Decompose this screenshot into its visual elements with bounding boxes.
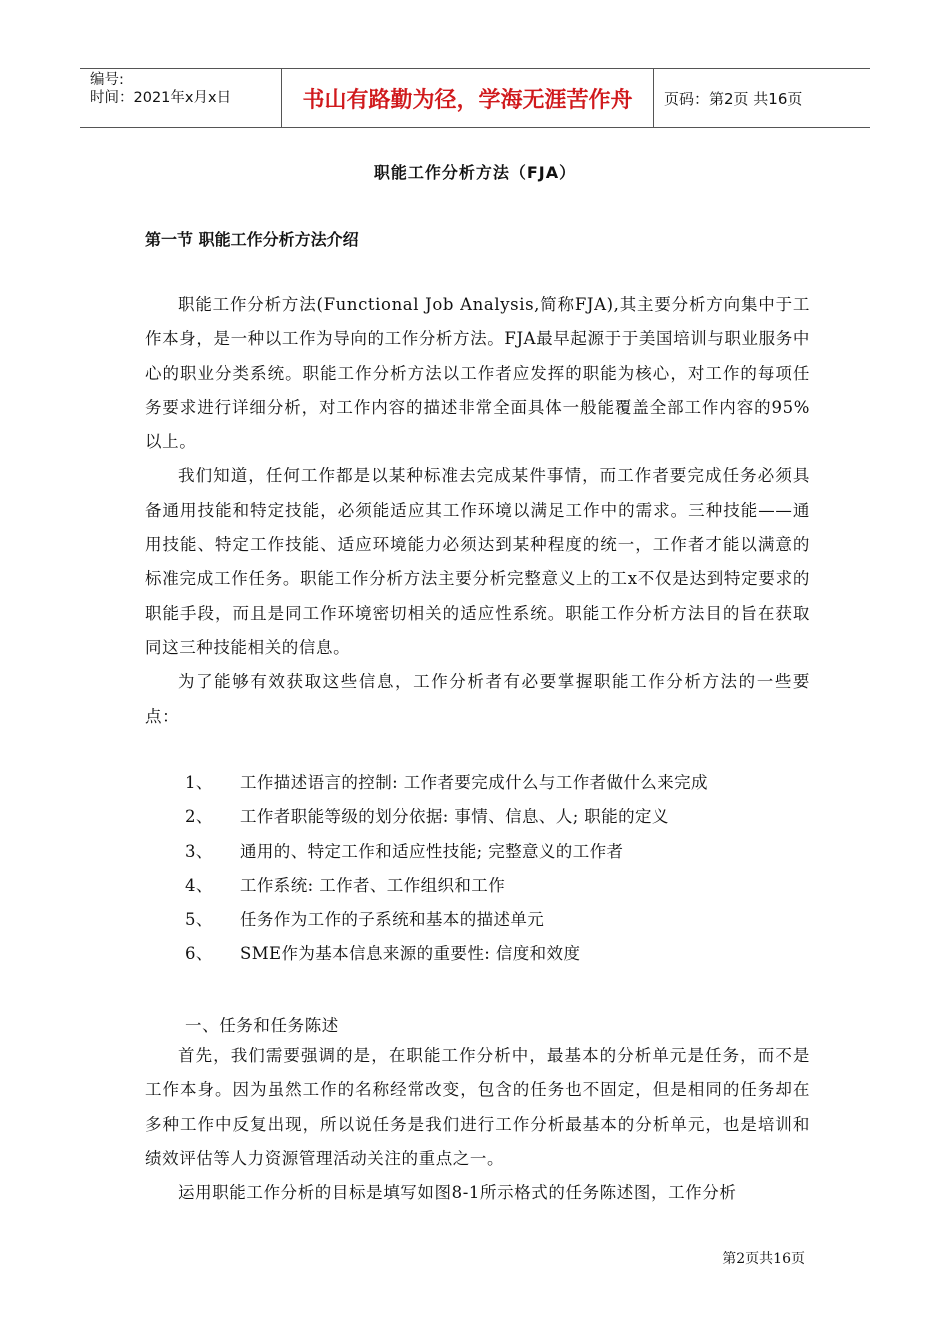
list-text: 工作者职能等级的划分依据: 事情、信息、人; 职能的定义 [240, 807, 669, 827]
list-item [185, 937, 708, 971]
paragraph: 职能工作分析方法(Functional Job Analysis,简称FJA),其主要分析方向集中于工作本身，是一种以工作为导向的工作分析方法。FJA最早起源于于美国培训与职业服务中心的职业分类系统。职能工作分析方法以工作者应发挥的职能为核心，对工作的每项任务要求进行详细分析，对工作内容的描述非常全面具体一般能覆盖全部工作内容的95%以上。 [145, 295, 810, 452]
list-text: 通用的、特定工作和适应性技能; 完整意义的工作者 [240, 841, 624, 861]
list-number: 2、 [185, 807, 213, 827]
header-meta [80, 69, 282, 127]
list-text: 工作系统: 工作者、工作组织和工作 [240, 875, 506, 895]
intro-body [145, 288, 810, 734]
list-number: 3、 [185, 841, 213, 861]
list-number: 1、 [185, 773, 213, 792]
document-title: 职能工作分析方法（FJA） [373, 163, 577, 182]
list-text: 工作描述语言的控制: 工作者要完成什么与工作者做什么来完成 [240, 773, 708, 792]
key-points-list [185, 766, 708, 972]
paragraph: 运用职能工作分析的目标是填写如图8-1所示格式的任务陈述图，工作分析 [178, 1183, 737, 1203]
paragraph: 为了能够有效获取这些信息，工作分析者有必要掌握职能工作分析方法的一些要点： [145, 672, 810, 726]
list-text: 任务作为工作的子系统和基本的描述单元 [240, 910, 545, 930]
page-header [80, 68, 870, 128]
list-item [185, 800, 708, 834]
header-motto: 书山有路勤为径，学海无涯苦作舟 [282, 69, 654, 127]
list-item [185, 766, 708, 800]
list-number: 6、 [185, 944, 213, 964]
time-label: 时间：2021年x月x日 [90, 90, 232, 106]
list-number: 5、 [185, 910, 213, 930]
number-label: 编号: [90, 72, 124, 88]
paragraph: 首先，我们需要强调的是，在职能工作分析中，最基本的分析单元是任务，而不是工作本身。因为虽然工作的名称经常改变，包含的任务也不固定，但是相同的任务却在多种工作中反复出现，所以说任务是我们进行工作分析最基本的分析单元，也是培训和绩效评估等人力资源管理活动关注的重点之一。 [145, 1046, 810, 1168]
list-item [185, 869, 708, 903]
subsection-title: 一、任务和任务陈述 [185, 1016, 339, 1035]
task-body [145, 1039, 810, 1210]
header-page-label: 页码：第2页 共16页 [664, 89, 803, 108]
page-footer: 第2页共16页 [722, 1251, 805, 1267]
paragraph: 我们知道，任何工作都是以某种标准去完成某件事情，而工作者要完成任务必须具备通用技能和特定技能，必须能适应其工作环境以满足工作中的需求。三种技能——通用技能、特定工作技能、适应环境能力必须达到某种程度的统一，工作者才能以满意的标准完成工作任务。职能工作分析方法主要分析完整意义上的工x不仅是达到特定要求的职能手段，而且是同工作环境密切相关的适应性系统。职能工作分析方法目的旨在获取同这三种技能相关的信息。 [145, 466, 810, 657]
list-item [185, 835, 708, 869]
list-number: 4、 [185, 875, 213, 895]
list-item [185, 903, 708, 937]
list-text: SME作为基本信息来源的重要性: 信度和效度 [240, 944, 581, 964]
section-title: 第一节 职能工作分析方法介绍 [145, 230, 359, 249]
